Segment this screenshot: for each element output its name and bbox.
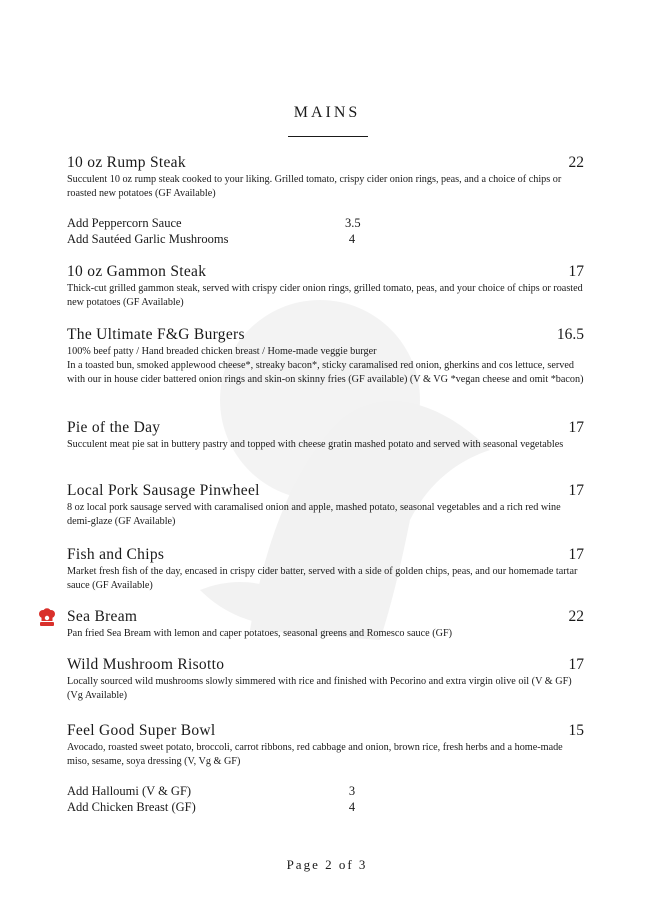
item-name: Sea Bream [67, 608, 138, 625]
item-description: Avocado, roasted sweet potato, broccoli, carrot ribbons, red cabbage and onion, brown rice, fresh herbs and a home-made miso, sesame, soya dressing (V, Vg & GF) [67, 742, 563, 767]
menu-item-gammon-steak [67, 262, 584, 310]
addon-halloumi: Add Halloumi (V & GF) [67, 784, 192, 798]
item-name: Pie of the Day [67, 419, 161, 436]
item-price: 16.5 [556, 326, 584, 343]
addon-peppercorn-sauce: Add Peppercorn Sauce [67, 216, 182, 230]
addon-price: 3 [348, 784, 356, 798]
page-number: Page 2 of 3 [286, 857, 368, 872]
item-name: Fish and Chips [67, 546, 165, 563]
menu-item-wild-mushroom-risotto [67, 655, 584, 703]
title-divider [288, 136, 368, 137]
item-description: In a toasted bun, smoked applewood cheese*, streaky bacon*, sticky caramalised red onion, gherkins and cos lettuce, served with our in house cider battered onion rings and skin-on skinny fries (GF available) (V & VG *vegan cheese and omit *bacon) [67, 360, 584, 385]
item-description: Locally sourced wild mushrooms slowly simmered with rice and finished with Pecorino and extra virgin olive oil (V & GF) (Vg Available) [67, 676, 572, 701]
item-price: 17 [568, 482, 584, 499]
item-description-options: 100% beef patty / Hand breaded chicken breast / Home-made veggie burger [67, 346, 377, 357]
menu-item-ultimate-burgers [67, 325, 584, 387]
addon-chicken-breast: Add Chicken Breast (GF) [67, 800, 196, 814]
item-description: Thick-cut grilled gammon steak, served with crispy cider onion rings, grilled tomato, peas, and your choice of chips or roasted new potatoes (GF Available) [67, 283, 583, 308]
item-price: 17 [568, 546, 584, 563]
menu-item-pork-sausage-pinwheel [67, 481, 584, 529]
item-name: The Ultimate F&G Burgers [67, 326, 245, 343]
item-name: Feel Good Super Bowl [67, 722, 216, 739]
item-price: 17 [568, 656, 584, 673]
menu-item-feel-good-super-bowl [67, 721, 584, 769]
item-price: 17 [568, 263, 584, 280]
item-price: 22 [568, 608, 584, 625]
chef-special-icon [37, 608, 57, 628]
menu-item-fish-and-chips [67, 545, 584, 593]
item-description: Succulent 10 oz rump steak cooked to your liking. Grilled tomato, crispy cider onion rings, peas, and a choice of chips or roasted new potatoes (GF Available) [67, 174, 562, 199]
item-name: Local Pork Sausage Pinwheel [67, 482, 260, 499]
item-price: 15 [568, 722, 584, 739]
addon-price: 4 [348, 800, 356, 814]
item-name: 10 oz Gammon Steak [67, 263, 207, 280]
item-description: Pan fried Sea Bream with lemon and caper potatoes, seasonal greens and Romesco sauce (GF) [67, 628, 453, 639]
menu-item-pie-of-the-day [67, 418, 584, 452]
item-name: 10 oz Rump Steak [67, 154, 186, 171]
menu-item-rump-steak [67, 153, 584, 201]
page-title: MAINS [293, 104, 361, 121]
item-price: 17 [568, 419, 584, 436]
addon-garlic-mushrooms: Add Sautéed Garlic Mushrooms [67, 232, 229, 246]
item-description: Succulent meat pie sat in buttery pastry and topped with cheese gratin mashed potato and served with seasonal vegetables [67, 439, 564, 450]
item-price: 22 [568, 154, 584, 171]
item-description: 8 oz local pork sausage served with caramalised onion and apple, mashed potato, seasonal vegetables and a rich red wine demi-glaze (GF Available) [67, 502, 561, 527]
addon-price: 3.5 [345, 216, 361, 230]
item-description: Market fresh fish of the day, encased in crispy cider batter, served with a side of golden chips, peas, and our homemade tartar sauce (GF Available) [67, 566, 578, 591]
addon-price: 4 [348, 232, 356, 246]
item-name: Wild Mushroom Risotto [67, 656, 225, 673]
menu-item-sea-bream [67, 607, 584, 641]
